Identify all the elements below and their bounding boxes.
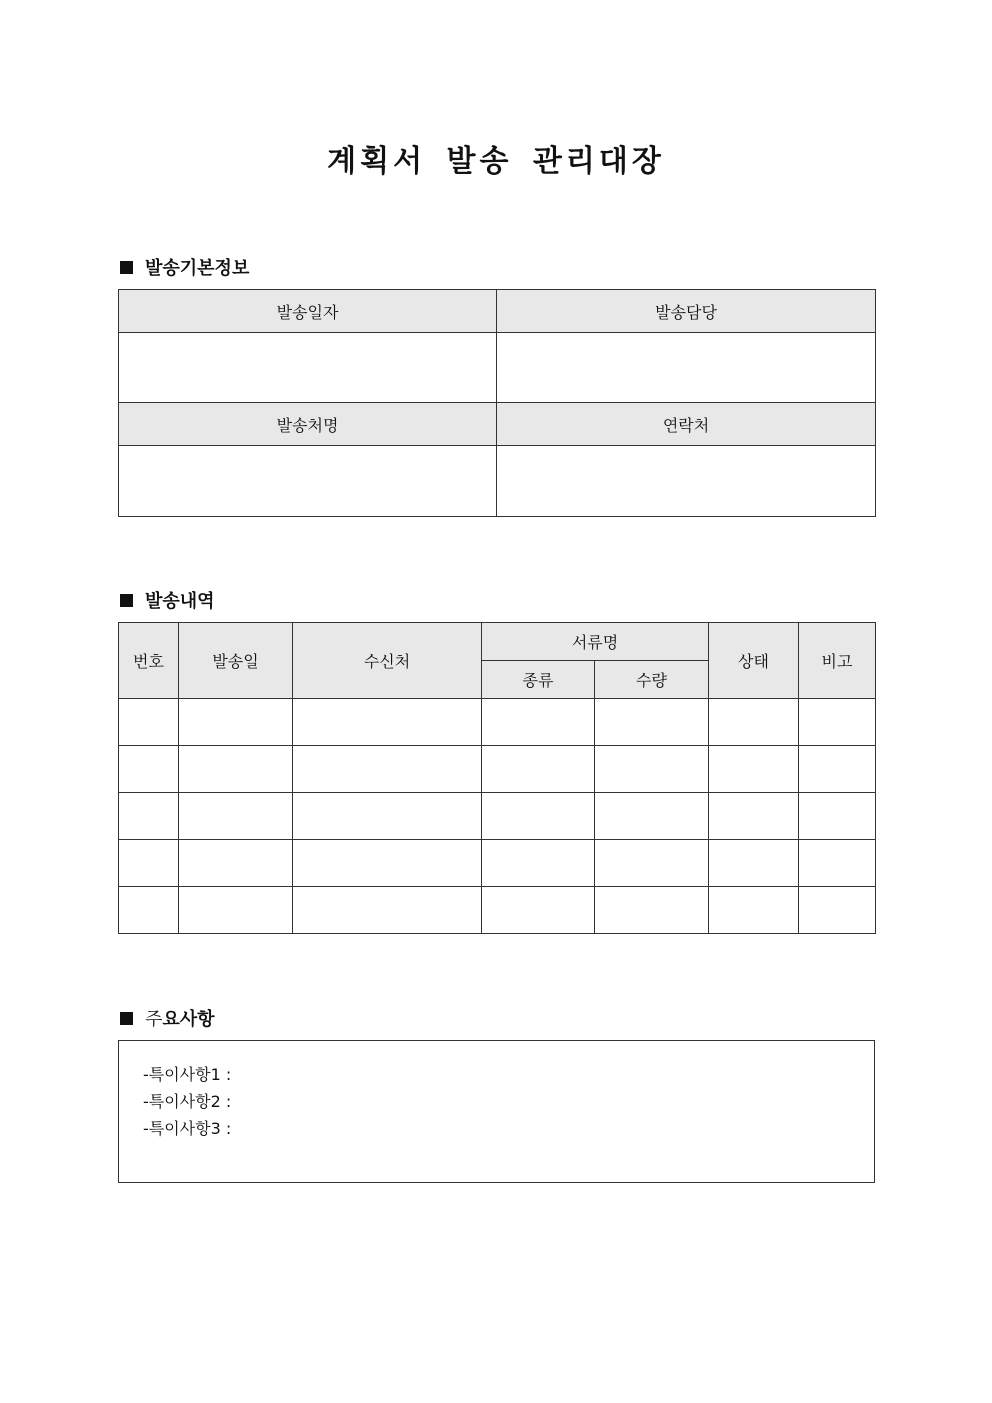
send-date-cell[interactable] bbox=[179, 746, 293, 793]
contact-header: 연락처 bbox=[497, 403, 876, 446]
recipient-cell[interactable] bbox=[293, 793, 482, 840]
recipient-cell[interactable] bbox=[293, 840, 482, 887]
col-header-send-date: 발송일 bbox=[179, 623, 293, 699]
remarks-cell[interactable] bbox=[799, 746, 876, 793]
section-heading-notes-prefix: 주 bbox=[145, 1009, 163, 1030]
notes-box[interactable] bbox=[118, 1040, 875, 1183]
number-cell[interactable] bbox=[119, 746, 179, 793]
col-header-quantity: 수량 bbox=[595, 661, 709, 699]
remarks-cell[interactable] bbox=[799, 699, 876, 746]
destination-header: 발송처명 bbox=[119, 403, 497, 446]
recipient-cell[interactable] bbox=[293, 699, 482, 746]
number-cell[interactable] bbox=[119, 887, 179, 934]
number-cell[interactable] bbox=[119, 840, 179, 887]
table-row bbox=[119, 840, 876, 887]
doc-type-cell[interactable] bbox=[482, 746, 595, 793]
col-header-doc-type: 종류 bbox=[482, 661, 595, 699]
status-cell[interactable] bbox=[709, 887, 799, 934]
send-date-cell[interactable] bbox=[179, 699, 293, 746]
doc-type-cell[interactable] bbox=[482, 793, 595, 840]
send-date-cell[interactable] bbox=[119, 333, 497, 403]
doc-type-cell[interactable] bbox=[482, 840, 595, 887]
send-date-cell[interactable] bbox=[179, 887, 293, 934]
quantity-cell[interactable] bbox=[595, 699, 709, 746]
status-cell[interactable] bbox=[709, 746, 799, 793]
remarks-cell[interactable] bbox=[799, 793, 876, 840]
status-cell[interactable] bbox=[709, 840, 799, 887]
col-header-remarks: 비고 bbox=[799, 623, 876, 699]
send-date-cell[interactable] bbox=[179, 793, 293, 840]
note-item-1: -특이사항1 : bbox=[143, 1065, 232, 1084]
square-bullet-icon bbox=[120, 1012, 133, 1025]
quantity-cell[interactable] bbox=[595, 887, 709, 934]
square-bullet-icon bbox=[120, 261, 133, 274]
col-header-document-name: 서류명 bbox=[482, 623, 709, 661]
col-header-status: 상태 bbox=[709, 623, 799, 699]
remarks-cell[interactable] bbox=[799, 840, 876, 887]
sender-cell[interactable] bbox=[497, 333, 876, 403]
note-item-2: -특이사항2 : bbox=[143, 1092, 232, 1111]
table-row bbox=[119, 699, 876, 746]
section-heading-notes bbox=[120, 1005, 215, 1031]
status-cell[interactable] bbox=[709, 793, 799, 840]
sender-header: 발송담당 bbox=[497, 290, 876, 333]
status-cell[interactable] bbox=[709, 699, 799, 746]
doc-type-cell[interactable] bbox=[482, 699, 595, 746]
destination-cell[interactable] bbox=[119, 446, 497, 517]
section-heading-details bbox=[120, 587, 215, 613]
section-heading-basic bbox=[120, 254, 249, 280]
table-row bbox=[119, 746, 876, 793]
note-item-3: -특이사항3 : bbox=[143, 1119, 232, 1138]
basic-info-table bbox=[118, 289, 876, 517]
recipient-cell[interactable] bbox=[293, 887, 482, 934]
recipient-cell[interactable] bbox=[293, 746, 482, 793]
quantity-cell[interactable] bbox=[595, 793, 709, 840]
quantity-cell[interactable] bbox=[595, 840, 709, 887]
shipment-details-table bbox=[118, 622, 876, 934]
number-cell[interactable] bbox=[119, 793, 179, 840]
quantity-cell[interactable] bbox=[595, 746, 709, 793]
section-heading-notes-label: 요사항 bbox=[162, 1009, 215, 1030]
table-row bbox=[119, 887, 876, 934]
col-header-number: 번호 bbox=[119, 623, 179, 699]
send-date-header: 발송일자 bbox=[119, 290, 497, 333]
send-date-cell[interactable] bbox=[179, 840, 293, 887]
section-heading-details-label: 발송내역 bbox=[145, 591, 215, 612]
section-heading-basic-label: 발송기본정보 bbox=[145, 258, 250, 279]
page-title: 계획서 발송 관리대장 bbox=[327, 144, 665, 179]
contact-cell[interactable] bbox=[497, 446, 876, 517]
table-row bbox=[119, 793, 876, 840]
col-header-recipient: 수신처 bbox=[293, 623, 482, 699]
square-bullet-icon bbox=[120, 594, 133, 607]
remarks-cell[interactable] bbox=[799, 887, 876, 934]
doc-type-cell[interactable] bbox=[482, 887, 595, 934]
number-cell[interactable] bbox=[119, 699, 179, 746]
